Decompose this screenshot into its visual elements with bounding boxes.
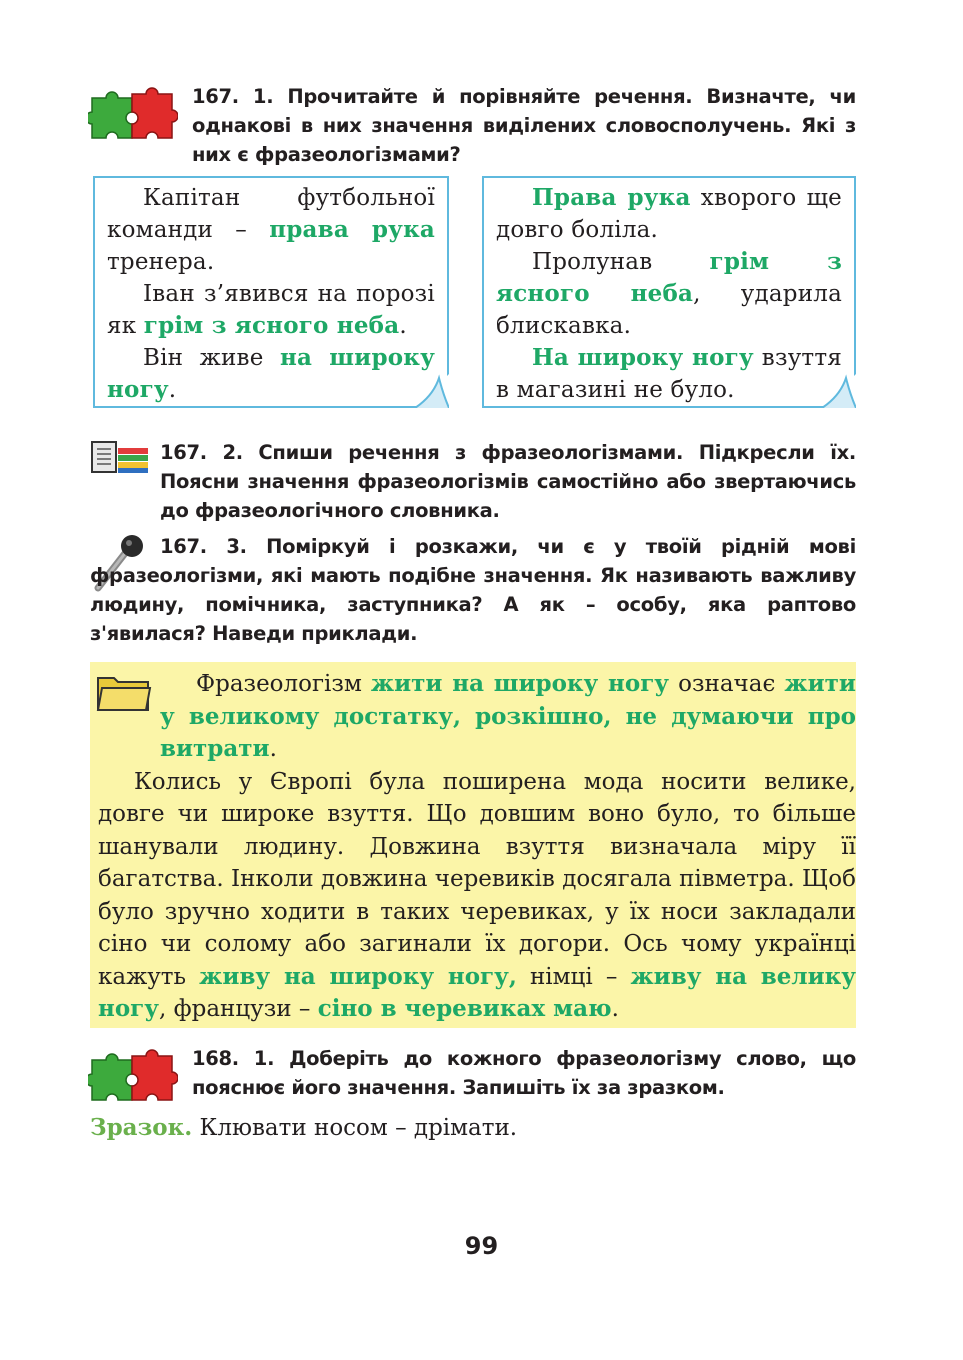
example-label: Зразок. xyxy=(90,1114,193,1141)
task-number: 167. 1. xyxy=(192,85,274,108)
task-text: Прочитайте й порівняйте речення. Визначте, чи однакові в них значення виділених словосполучень. Які з них є фразеологізмами? xyxy=(192,85,856,166)
highlighted-phrase: На широку ногу xyxy=(532,344,754,371)
sentence: Пролунав грім з ясного неба, ударила блискавка. xyxy=(496,248,842,339)
sentence: Права рука хворого ще довго боліла. xyxy=(496,184,842,243)
highlighted-phrase: на широку ногу xyxy=(107,344,435,403)
highlighted-phrase: Права рука xyxy=(532,184,691,211)
page-number: 99 xyxy=(464,1232,499,1260)
highlighted-phrase: живу на широку ногу, xyxy=(199,962,517,990)
task-text: Спиши речення з фразеологізмами. Підкресли їх. Поясни значення фразеологізмів самостійно або звертаючись до фразеологічного словника. xyxy=(160,441,856,522)
task-167-3 xyxy=(90,532,856,648)
sentence: Капітан футбольної команди – права рука тренера. xyxy=(107,185,435,275)
highlighted-phrase: сіно в черевиках маю xyxy=(317,995,612,1022)
highlighted-phrase: грім з ясного неба xyxy=(496,248,842,307)
example-text: Клювати носом – дрімати. xyxy=(192,1115,518,1141)
note-body: Колись у Європі була поширена мода носити велике, довге чи широке взуття. Що довшим воно було, то більше шанували людину. Довжина взуття визначала міру її багатства. Інколи довжина черевиків досягала півметра. Щоб було зручно ходити в таких черевиках, у їх носи закладали сіно чи солому або загинали їх догори. Ось чому українці кажуть живу на широку ногу, німці – живу на велику ногу, французи – сіно в черевиках маю. xyxy=(98,768,857,1022)
task-text: Доберіть до кожного фразеологізму слово, що пояснює його значення. Запишіть їх за зразком. xyxy=(192,1047,856,1099)
sentence: Іван з’явився на порозі як грім з ясного неба. xyxy=(107,281,435,339)
theory-note xyxy=(90,662,856,1028)
note-intro: Фразеологізм жити на широку ногу означає жити у великому достатку, розкішно, не думаючи про витрати. xyxy=(160,670,856,762)
task-text: Поміркуй і розкажи, чи є у твоїй рідній мові фразеологізми, які мають подібне значення. Як називають важливу людину, помічника, заступника? А як – особу, яка раптово з'явилася? Наведи приклади. xyxy=(90,535,856,645)
task-167-2 xyxy=(90,438,856,525)
page-fold-icon xyxy=(415,374,449,408)
task-168-1 xyxy=(90,1044,856,1102)
highlighted-phrase: грім з ясного неба xyxy=(143,312,400,339)
example-box-right xyxy=(482,176,856,408)
task-number: 167. 3. xyxy=(160,535,247,558)
highlighted-phrase: живу на велику ногу xyxy=(98,962,857,1022)
page-fold-icon xyxy=(822,374,856,408)
task-167-1 xyxy=(90,82,856,169)
task-number: 168. 1. xyxy=(192,1047,275,1070)
example-line xyxy=(90,1112,517,1144)
highlighted-phrase: права рука xyxy=(269,216,435,243)
example-box-left xyxy=(93,176,449,408)
highlighted-phrase: жити на широку ногу xyxy=(370,670,670,697)
folder-icon xyxy=(96,672,152,712)
sentence: На широку ногу взуття в магазині не було. xyxy=(496,344,842,403)
highlighted-phrase: жити у великому достатку, розкішно, не думаючи про витрати xyxy=(160,670,856,762)
sentence: Він живе на широку ногу. xyxy=(107,344,435,403)
task-number: 167. 2. xyxy=(160,441,243,464)
